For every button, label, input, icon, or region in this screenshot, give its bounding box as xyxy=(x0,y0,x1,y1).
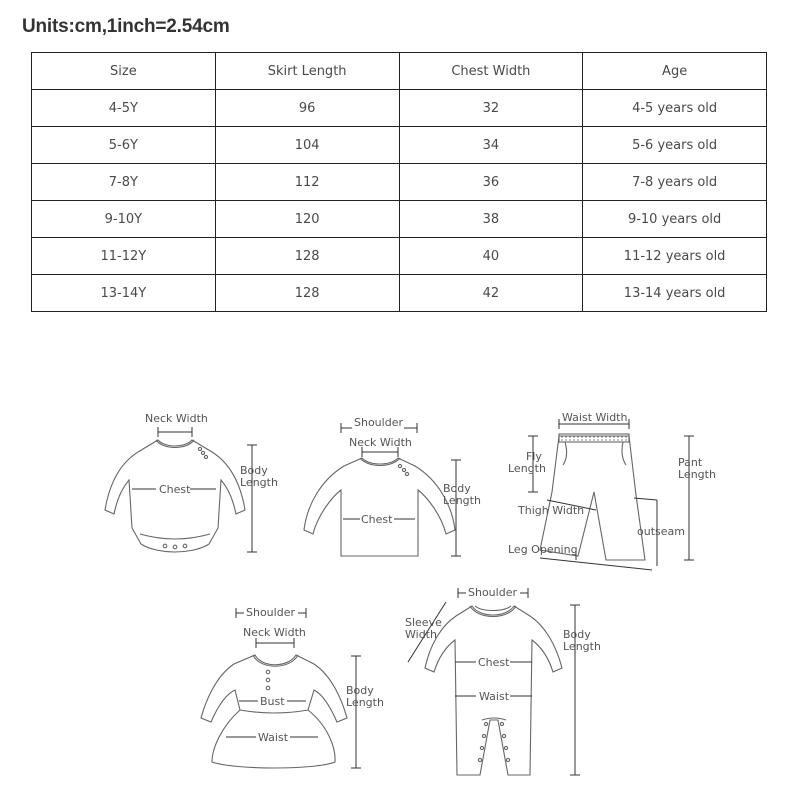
label-outseam: outseam xyxy=(637,525,685,538)
label-thigh-width: Thigh Width xyxy=(518,504,585,517)
top-diagram xyxy=(304,416,481,556)
label-bust: Bust xyxy=(260,695,285,708)
label-sleeve-width: Sleeve xyxy=(405,616,442,629)
table-cell: 34 xyxy=(399,127,583,164)
label-leg-opening: Leg Opening xyxy=(508,543,578,556)
table-cell: 9-10 years old xyxy=(583,201,767,238)
table-cell: 11-12Y xyxy=(32,238,216,275)
label-fly-length: Fly xyxy=(526,450,542,463)
table-cell: 112 xyxy=(215,164,399,201)
table-cell: 42 xyxy=(399,275,583,312)
label-neck-width: Neck Width xyxy=(145,412,208,425)
label-pant-length: Length xyxy=(678,468,716,481)
table-row xyxy=(32,164,767,201)
label-waist: Waist xyxy=(258,731,289,744)
table-cell: 4-5 years old xyxy=(583,90,767,127)
measurement-diagrams xyxy=(0,400,800,800)
label-body-length: Body xyxy=(240,464,268,477)
label-body-length: Body xyxy=(563,628,591,641)
table-cell: 11-12 years old xyxy=(583,238,767,275)
table-cell: 13-14 years old xyxy=(583,275,767,312)
label-sleeve-width: Width xyxy=(405,628,437,641)
pants-diagram xyxy=(508,411,716,570)
table-cell: 13-14Y xyxy=(32,275,216,312)
pants-waistband xyxy=(559,434,629,442)
label-waist: Waist xyxy=(479,690,510,703)
romper-diagram xyxy=(405,584,601,775)
column-header-chest-width: Chest Width xyxy=(399,53,583,90)
table-row xyxy=(32,238,767,275)
label-neck-width: Neck Width xyxy=(349,436,412,449)
table-header-row xyxy=(32,53,767,90)
label-body-length: Length xyxy=(563,640,601,653)
bodysuit-diagram xyxy=(105,412,278,552)
table-row xyxy=(32,90,767,127)
pants-outline xyxy=(540,436,645,560)
column-header-skirt-length: Skirt Length xyxy=(215,53,399,90)
table-cell: 104 xyxy=(215,127,399,164)
table-row xyxy=(32,201,767,238)
label-chest: Chest xyxy=(478,656,510,669)
bodysuit-outline xyxy=(105,440,245,552)
label-body-length: Length xyxy=(443,494,481,507)
table-cell: 36 xyxy=(399,164,583,201)
table-cell: 7-8Y xyxy=(32,164,216,201)
table-cell: 7-8 years old xyxy=(583,164,767,201)
label-fly-length: Length xyxy=(508,462,546,475)
table-cell: 128 xyxy=(215,275,399,312)
label-neck-width: Neck Width xyxy=(243,626,306,639)
dress-diagram xyxy=(201,604,384,768)
table-cell: 5-6Y xyxy=(32,127,216,164)
label-body-length: Body xyxy=(443,482,471,495)
label-chest: Chest xyxy=(361,513,393,526)
label-body-length: Length xyxy=(346,696,384,709)
label-shoulder: Shoulder xyxy=(354,416,403,429)
column-header-size: Size xyxy=(32,53,216,90)
top-outline xyxy=(304,458,455,556)
table-cell: 32 xyxy=(399,90,583,127)
label-shoulder: Shoulder xyxy=(468,586,517,599)
label-waist-width: Waist Width xyxy=(562,411,628,424)
column-header-age: Age xyxy=(583,53,767,90)
label-pant-length: Pant xyxy=(678,456,703,469)
label-body-length: Length xyxy=(240,476,278,489)
table-cell: 9-10Y xyxy=(32,201,216,238)
table-row xyxy=(32,127,767,164)
table-cell: 4-5Y xyxy=(32,90,216,127)
table-cell: 5-6 years old xyxy=(583,127,767,164)
table-cell: 40 xyxy=(399,238,583,275)
table-cell: 96 xyxy=(215,90,399,127)
label-body-length: Body xyxy=(346,684,374,697)
size-chart-table xyxy=(31,52,767,312)
label-shoulder: Shoulder xyxy=(246,606,295,619)
table-cell: 128 xyxy=(215,238,399,275)
table-cell: 38 xyxy=(399,201,583,238)
table-row xyxy=(32,275,767,312)
table-cell: 120 xyxy=(215,201,399,238)
label-chest: Chest xyxy=(159,483,191,496)
dress-outline xyxy=(201,655,347,768)
units-note: Units:cm,1inch=2.54cm xyxy=(22,16,230,37)
